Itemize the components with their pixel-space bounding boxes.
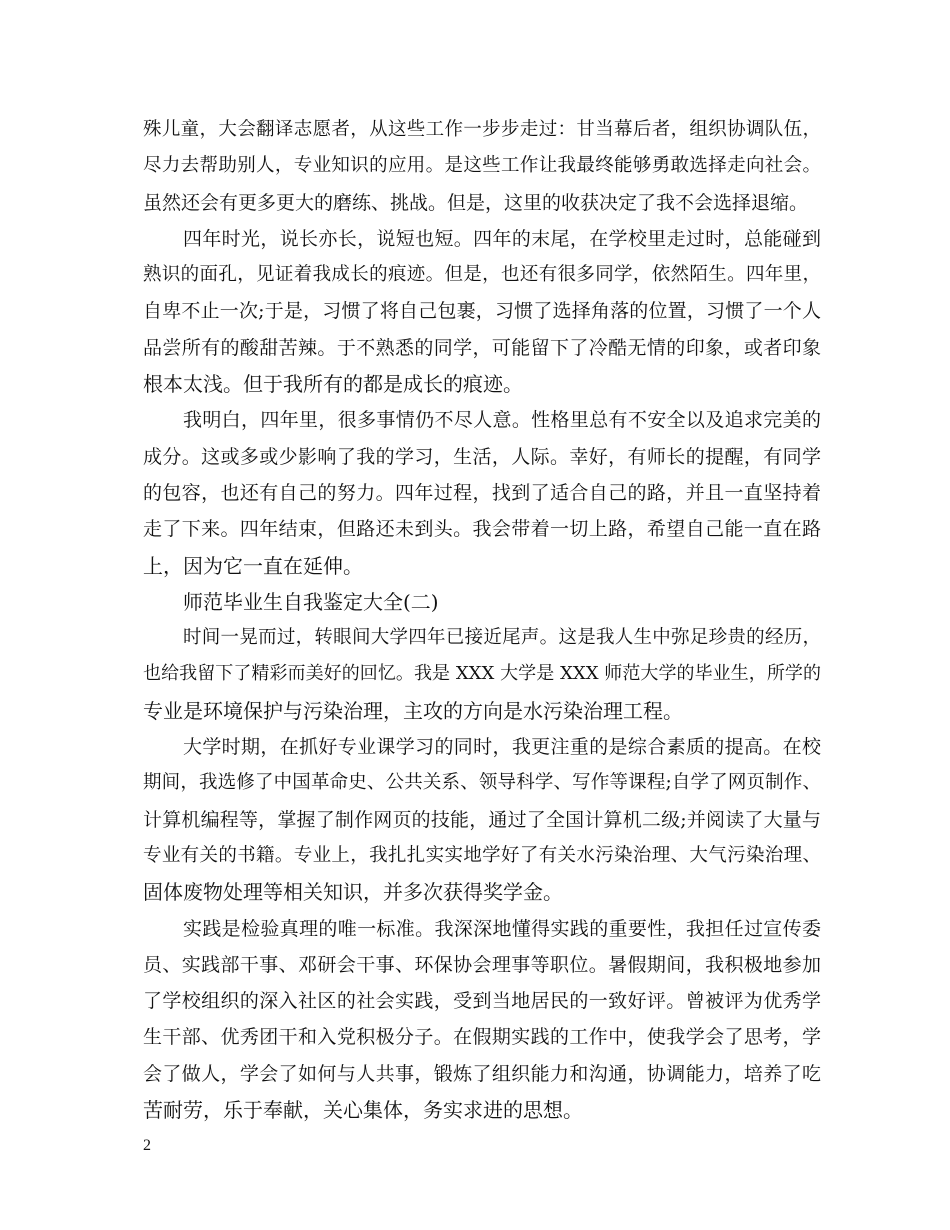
text-line: 实践是检验真理的唯一标准。我深深地懂得实践的重要性，我担任过宣传委 — [183, 917, 821, 940]
text-line: 虽然还会有更多更大的磨练、挑战。但是，这里的收获决定了我不会选择退缩。 — [143, 191, 809, 214]
text-line: 自卑不止一次;于是，习惯了将自己包裹，习惯了选择角落的位置，习惯了一个人 — [143, 300, 821, 323]
text-line: 的包容，也还有自己的努力。四年过程，找到了适合自己的路，并且一直坚持着 — [143, 481, 821, 504]
text-line: 大学时期，在抓好专业课学习的同时，我更注重的是综合素质的提高。在校 — [183, 736, 821, 759]
page-number: 2 — [143, 1137, 151, 1154]
text-line: 期间，我选修了中国革命史、公共关系、领导科学、写作等课程;自学了网页制作、 — [143, 772, 821, 794]
text-line: 殊儿童，大会翻译志愿者，从这些工作一步步走过：甘当幕后者，组织协调队伍， — [143, 119, 821, 140]
text-line: 生干部、优秀团干和入党积极分子。在假期实践的工作中，使我学会了思考，学 — [143, 1026, 821, 1049]
text-line: 熟识的面孔，见证着我成长的痕迹。但是，也还有很多同学，依然陌生。四年里， — [143, 264, 821, 286]
text-line: 根本太浅。但于我所有的都是成长的痕迹。 — [143, 372, 523, 397]
text-line: 会了做人，学会了如何与人共事，锻炼了组织能力和沟通，协调能力，培养了吃 — [143, 1062, 821, 1085]
text-line: 走了下来。四年结束，但路还未到头。我会带着一切上路，希望自己能一直在路 — [143, 518, 821, 541]
text-line: 了学校组织的深入社区的社会实践，受到当地居民的一致好评。曾被评为优秀学 — [143, 990, 821, 1013]
text-line: 时间一晃而过，转眼间大学四年已接近尾声。这是我人生中弥足珍贵的经历， — [183, 627, 821, 649]
text-line: 固体废物处理等相关知识，并多次获得奖学金。 — [143, 880, 563, 905]
text-line: 四年时光，说长亦长，说短也短。四年的末尾，在学校里走过时，总能碰到 — [183, 227, 821, 250]
text-line: 计算机编程等，掌握了制作网页的技能，通过了全国计算机二级;并阅读了大量与 — [143, 808, 821, 831]
text-line: 上，因为它一直在延伸。 — [143, 553, 363, 578]
text-line: 苦耐劳，乐于奉献，关心集体，务实求进的思想。 — [143, 1098, 583, 1123]
text-line: 也给我留下了精彩而美好的回忆。我是 XXX 大学是 XXX 师范大学的毕业生，所学的 — [143, 663, 821, 685]
text-line: 我明白，四年里，很多事情仍不尽人意。性格里总有不安全以及追求完美的 — [183, 409, 821, 432]
text-line: 专业有关的书籍。专业上，我扎扎实实地学好了有关水污染治理、大气污染治理、 — [143, 844, 821, 866]
text-line: 专业是环境保护与污染治理，主攻的方向是水污染治理工程。 — [143, 698, 683, 723]
text-line: 师范毕业生自我鉴定大全(二) — [183, 589, 439, 614]
body-text — [143, 112, 821, 1128]
text-line: 员、实践部干事、邓研会干事、环保协会理事等职位。暑假期间，我积极地参加 — [143, 953, 821, 976]
text-line: 品尝所有的酸甜苦辣。于不熟悉的同学，可能留下了冷酷无情的印象，或者印象 — [143, 336, 821, 359]
text-line: 尽力去帮助别人，专业知识的应用。是这些工作让我最终能够勇敢选择走向社会。 — [143, 155, 821, 177]
text-line: 成分。这或多或少影响了我的学习，生活，人际。幸好，有师长的提醒，有同学 — [143, 445, 821, 468]
